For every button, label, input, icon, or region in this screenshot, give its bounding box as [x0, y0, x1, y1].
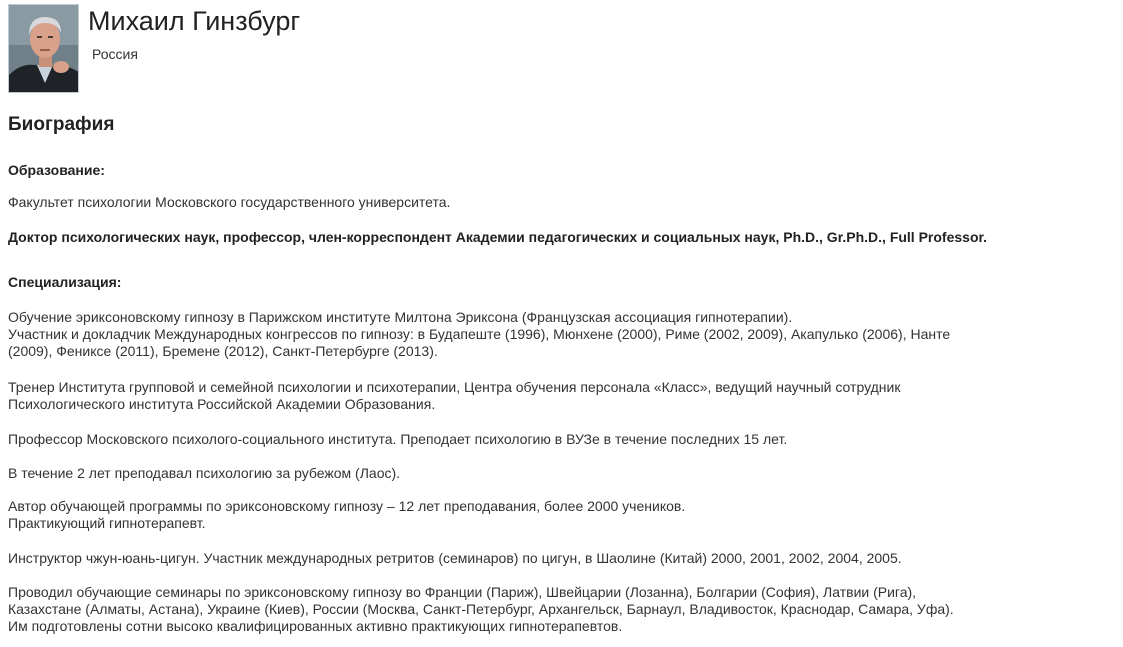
- spec-line: Психологического института Российской Академии Образования.: [8, 396, 436, 412]
- portrait-image: [9, 5, 79, 93]
- spec-line: Автор обучающей программы по эриксоновскому гипнозу – 12 лет преподавания, более 2000 учеников.: [8, 498, 686, 514]
- spec-line: (2009), Фениксе (2011), Бремене (2012), Санкт-Петербурге (2013).: [8, 343, 438, 359]
- spec-line: Инструктор чжун-юань-цигун. Участник международных ретритов (семинаров) по цигун, в Шаолине (Китай) 2000, 2001, 2002, 2004, 2005.: [8, 550, 902, 566]
- education-text: Факультет психологии Московского государственного университета.: [8, 194, 451, 210]
- spec-line: Практикующий гипнотерапевт.: [8, 515, 206, 531]
- profile-name: Михаил Гинзбург: [88, 6, 301, 36]
- spec-paragraph: [8, 379, 1108, 413]
- spec-paragraph: [8, 465, 1108, 482]
- degree-text: Доктор психологических наук, профессор, член-корреспондент Академии педагогических и социальных наук, Ph.D., Gr.Ph.D., Full Professor.: [8, 229, 988, 245]
- spec-line: Тренер Института групповой и семейной психологии и психотерапии, Центра обучения персонала «Класс», ведущий научный сотрудник: [8, 379, 901, 395]
- spec-line: Профессор Московского психолого-социального института. Преподает психологию в ВУЗе в течение последних 15 лет.: [8, 431, 788, 447]
- education-heading: Образование:: [8, 162, 105, 178]
- spec-paragraph: [8, 431, 1108, 448]
- spec-paragraph: [8, 550, 1108, 567]
- specialization-heading: Специализация:: [8, 274, 122, 290]
- spec-line: Проводил обучающие семинары по эриксоновскому гипнозу во Франции (Париж), Швейцарии (Лозанна), Болгарии (София), Латвии (Рига),: [8, 584, 917, 600]
- spec-line: Казахстане (Алматы, Астана), Украине (Киев), России (Москва, Санкт-Петербург, Архангельск, Барнаул, Владивосток, Краснодар, Самара, Уфа).: [8, 601, 954, 617]
- spec-line: В течение 2 лет преподавал психологию за рубежом (Лаос).: [8, 465, 401, 481]
- spec-line: Обучение эриксоновскому гипнозу в Парижском институте Милтона Эриксона (Французская ассоциация гипнотерапии).: [8, 309, 793, 325]
- profile-country: Россия: [92, 46, 138, 62]
- biography-heading: Биография: [8, 114, 115, 135]
- spec-line: Им подготовлены сотни высоко квалифицированных активно практикующих гипнотерапевтов.: [8, 618, 623, 634]
- avatar: [8, 4, 79, 93]
- spec-paragraph: [8, 584, 1108, 635]
- spec-paragraph: [8, 309, 1108, 360]
- spec-paragraph: [8, 498, 1108, 532]
- spec-line: Участник и докладчик Международных конгрессов по гипнозу: в Будапеште (1996), Мюнхене (2000), Риме (2002, 2009), Акапулько (2006), Нанте: [8, 326, 951, 342]
